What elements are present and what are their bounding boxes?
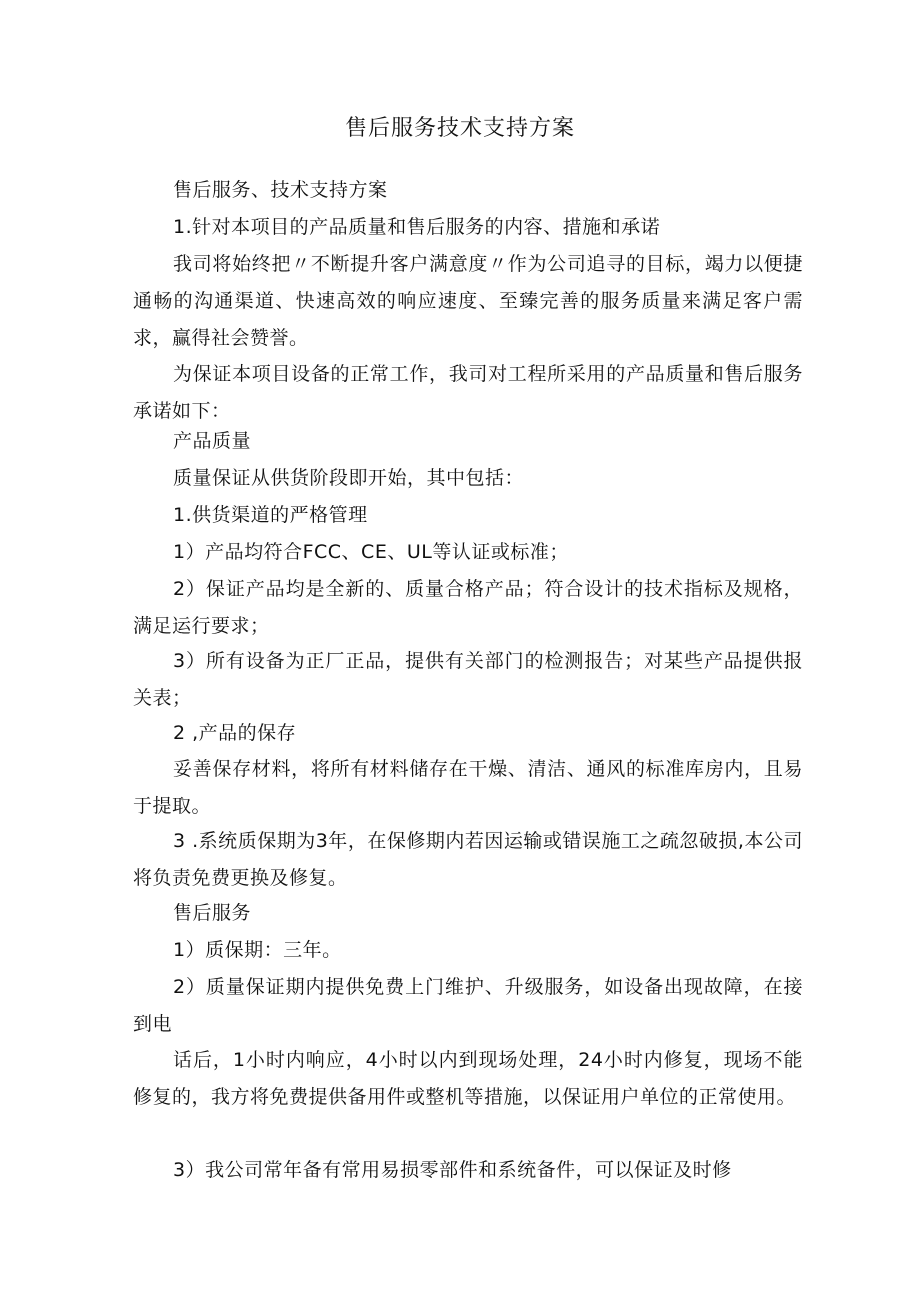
paragraph-service-free-maintenance: 2）质量保证期内提供免费上门维护、升级服务，如设备出现故障，在接到电 — [133, 976, 803, 1035]
paragraph-commitment: 我司将始终把〃不断提升客户满意度〃作为公司追寻的目标，竭力以便捷通畅的沟通渠道、快速高效的响应速度、至臻完善的服务质量来满足客户需求，赢得社会赞誉。 — [133, 253, 803, 349]
paragraph-item-new-products: 2）保证产品均是全新的、质量合格产品；符合设计的技术指标及规格，满足运行要求； — [133, 578, 803, 637]
document-title: 售后服务技术支持方案 — [344, 116, 575, 141]
paragraph-storage-heading: 2 ,产品的保存 — [173, 722, 297, 744]
paragraph-guarantee-intro: 为保证本项目设备的正常工作，我司对工程所采用的产品质量和售后服务承诺如下： — [133, 363, 803, 422]
paragraph-heading-service: 售后服务 — [173, 902, 252, 924]
paragraph-service-spare-parts: 3）我公司常年备有常用易损零部件和系统备件，可以保证及时修 — [173, 1159, 732, 1181]
paragraph-storage: 妥善保存材料，将所有材料储存在干燥、清洁、通风的标准库房内，且易于提取。 — [133, 758, 803, 817]
paragraph-service-response: 话后，1小时内响应，4小时以内到现场处理，24小时内修复，现场不能修复的，我方将免费提供备用件或整机等措施，以保证用户单位的正常使用。 — [133, 1049, 803, 1108]
paragraph-item-genuine: 3）所有设备为正厂正品，提供有关部门的检测报告；对某些产品提供报关表； — [133, 650, 803, 709]
paragraph-quality-start: 质量保证从供货阶段即开始，其中包括： — [173, 467, 525, 489]
paragraph-service-warranty: 1）质保期：三年。 — [173, 939, 342, 961]
paragraph-warranty-period: 3 .系统质保期为3年，在保修期内若因运输或错误施工之疏忽破损,本公司将负责免费更换及修复。 — [133, 830, 803, 889]
paragraph-item-certification: 1）产品均符合FCC、CE、UL等认证或标准； — [173, 541, 569, 563]
paragraph-supply-channel: 1.供货渠道的严格管理 — [173, 504, 368, 526]
paragraph-heading-product-quality: 产品质量 — [173, 430, 252, 452]
paragraph-heading-after-sales: 售后服务、技术支持方案 — [173, 179, 388, 201]
paragraph-section-1: 1.针对本项目的产品质量和售后服务的内容、措施和承诺 — [173, 216, 661, 238]
